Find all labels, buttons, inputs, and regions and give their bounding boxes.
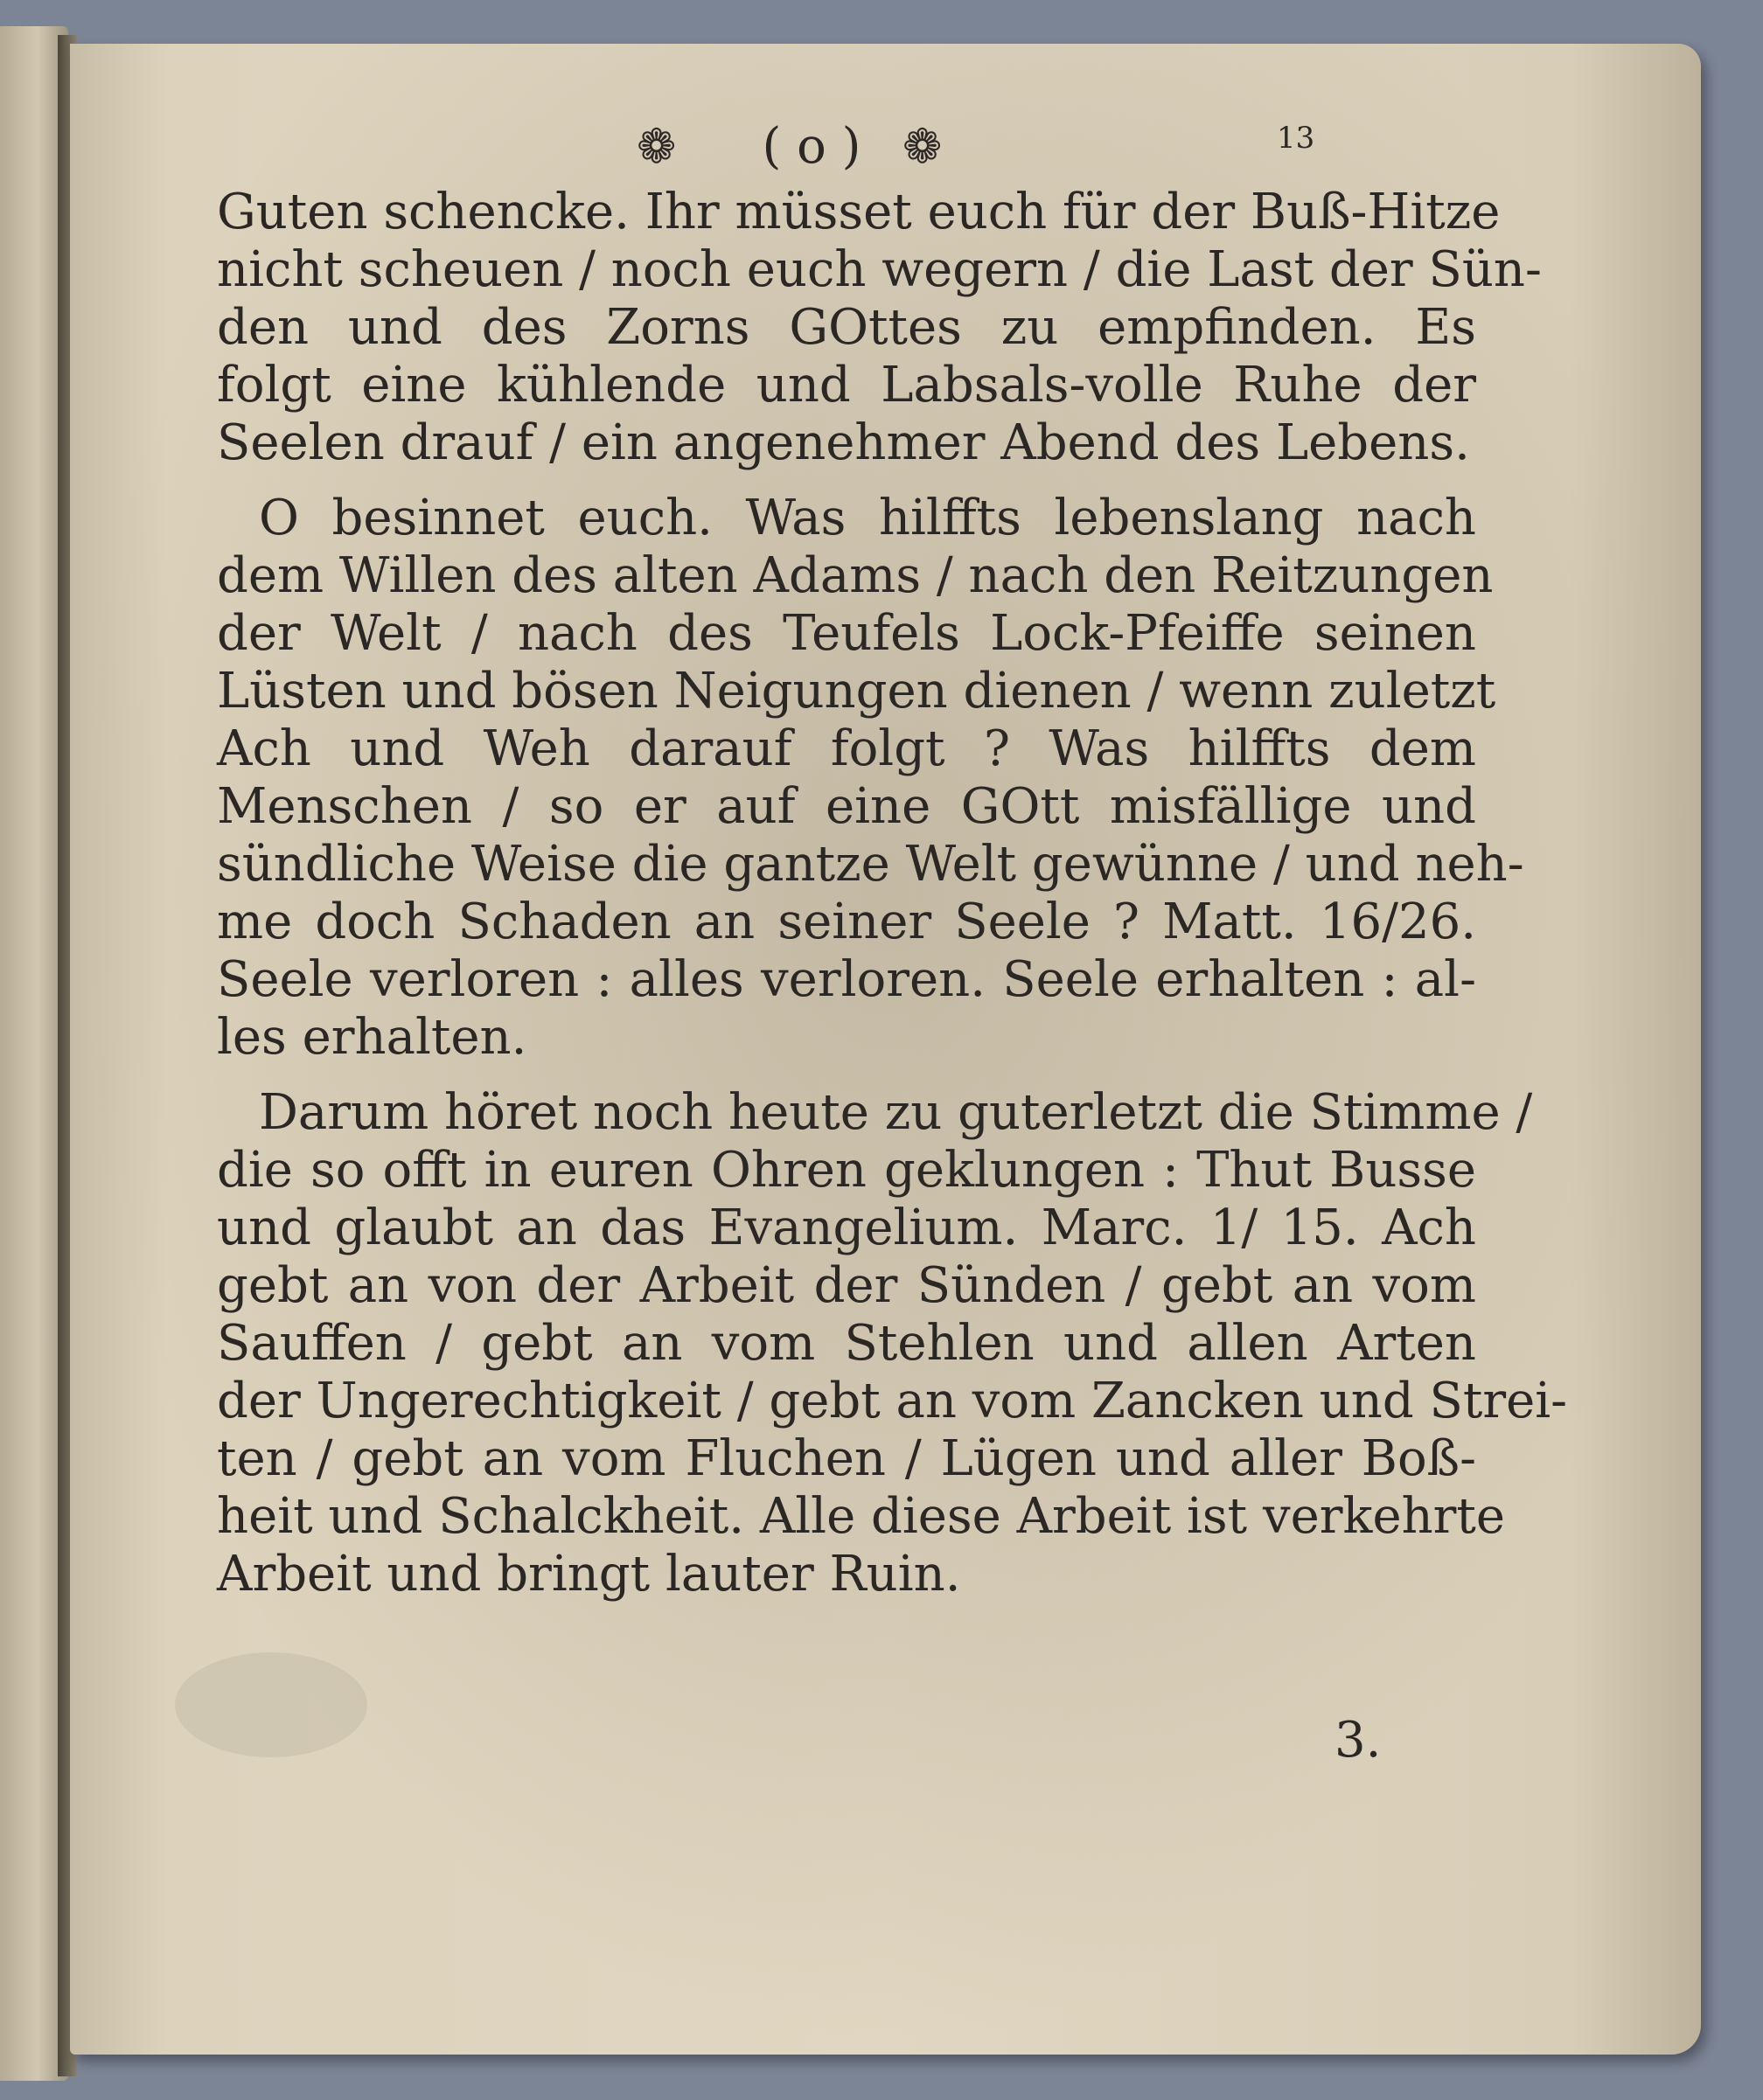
text-line: der Ungerechtigkeit / gebt an vom Zancken und Strei- xyxy=(217,1373,1568,1429)
text-line: me doch Schaden an seiner Seele ? Matt. 16/26. xyxy=(217,894,1476,950)
text-line: und glaubt an das Evangelium. Marc. 1/ 15. Ach xyxy=(217,1200,1476,1256)
text-line: Guten schencke. Ihr müsset euch für der Buß-Hitze xyxy=(217,184,1501,240)
paper-stain xyxy=(175,1652,367,1757)
text-line: heit und Schalckheit. Alle diese Arbeit ist verkehrte xyxy=(217,1488,1506,1545)
text-line: Seelen drauf / ein angenehmer Abend des Lebens. xyxy=(217,414,1470,471)
text-line: O besinnet euch. Was hilffts lebenslang nach xyxy=(259,490,1476,546)
left-ornament-icon: ❁ xyxy=(637,119,677,174)
text-line: ten / gebt an vom Fluchen / Lügen und aller Boß- xyxy=(217,1430,1476,1487)
text-line: den und des Zorns GOttes zu empfinden. Es xyxy=(217,299,1476,356)
text-line: nicht scheuen / noch euch wegern / die Last der Sün- xyxy=(217,241,1542,298)
text-line: Seele verloren : alles verloren. Seele erhalten : al- xyxy=(217,951,1476,1008)
text-line: der Welt / nach des Teufels Lock-Pfeiffe seinen xyxy=(217,605,1476,662)
book-page xyxy=(70,44,1701,2055)
page-number: 13 xyxy=(1277,121,1315,156)
text-line: folgt eine kühlende und Labsals-volle Ruhe der xyxy=(217,357,1476,414)
text-line: les erhalten. xyxy=(217,1009,527,1066)
right-ornament-icon: ❁ xyxy=(902,119,943,174)
text-line: sündliche Weise die gantze Welt gewünne / und neh- xyxy=(217,836,1524,893)
page-header xyxy=(70,112,1701,182)
text-line: gebt an von der Arbeit der Sünden / gebt an vom xyxy=(217,1257,1476,1314)
text-line: Lüsten und bösen Neigungen dienen / wenn zuletzt xyxy=(217,663,1496,720)
catchword: 3. xyxy=(1334,1712,1382,1769)
body-text xyxy=(217,184,1568,1603)
paragraph-2 xyxy=(217,490,1524,1067)
text-line: Ach und Weh darauf folgt ? Was hilffts dem xyxy=(217,720,1476,777)
page-mark: ( o ) xyxy=(762,118,861,175)
paragraph-1 xyxy=(217,184,1542,472)
text-line: Darum höret noch heute zu guterletzt die Stimme / xyxy=(259,1084,1533,1141)
text-line: Arbeit und bringt lauter Ruin. xyxy=(217,1546,961,1603)
text-line: die so offt in euren Ohren geklungen : Thut Busse xyxy=(217,1142,1476,1199)
text-line: dem Willen des alten Adams / nach den Reitzungen xyxy=(217,547,1494,604)
paragraph-3 xyxy=(217,1084,1568,1603)
text-line: Sauffen / gebt an vom Stehlen und allen Arten xyxy=(217,1315,1476,1372)
text-line: Menschen / so er auf eine GOtt misfällige und xyxy=(217,778,1476,835)
